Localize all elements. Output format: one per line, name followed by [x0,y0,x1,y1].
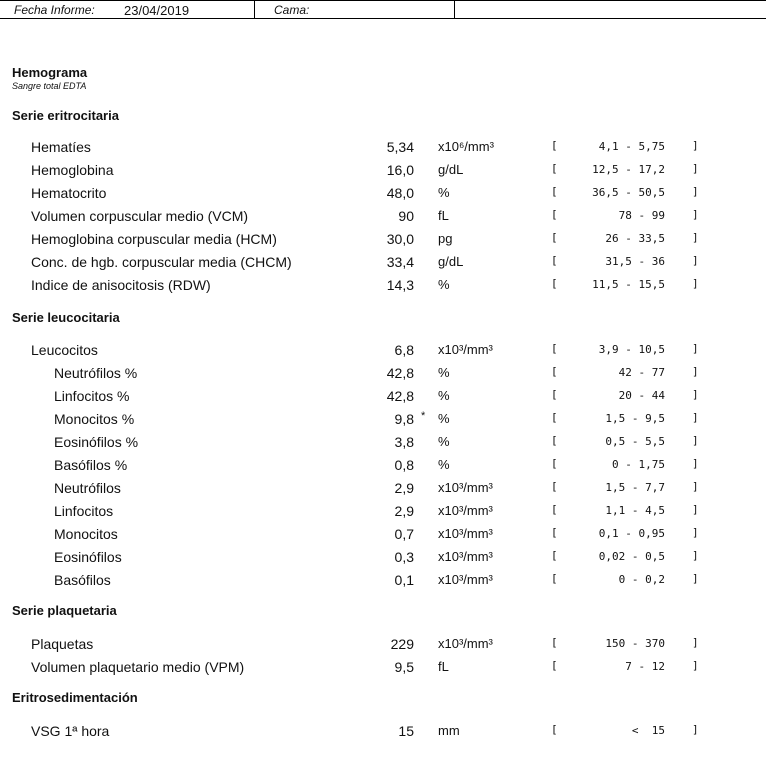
range-close-bracket: ] [692,457,699,470]
range-open-bracket: [ [551,208,558,221]
range-close-bracket: ] [692,208,699,221]
report-header [0,0,766,19]
result-row [0,411,766,431]
range-open-bracket: [ [551,411,558,424]
test-name: Plaquetas [31,636,94,652]
test-name: Basófilos [54,572,111,588]
test-name: Indice de anisocitosis (RDW) [31,277,211,293]
test-name: Basófilos % [54,457,128,473]
test-value: 6,8 [394,342,414,358]
reference-range: 0 - 0,2 [618,573,665,586]
result-row [0,139,766,159]
range-open-bracket: [ [551,388,558,401]
test-unit: % [438,185,450,200]
reference-range: 11,5 - 15,5 [592,278,665,291]
range-close-bracket: ] [692,503,699,516]
reference-range: 36,5 - 50,5 [592,186,665,199]
range-close-bracket: ] [692,342,699,355]
test-unit: x10³/mm³ [438,526,493,541]
result-row [0,162,766,182]
test-unit: x10³/mm³ [438,636,493,651]
range-close-bracket: ] [692,365,699,378]
test-value: 5,34 [386,139,414,155]
test-name: Leucocitos [31,342,98,358]
cama-label: Cama: [274,3,310,17]
section-title-plaquetaria: Serie plaquetaria [12,603,117,618]
result-row [0,636,766,656]
test-name: Conc. de hgb. corpuscular media (CHCM) [31,254,292,270]
result-row [0,659,766,679]
reference-range: 3,9 - 10,5 [598,343,665,356]
result-row [0,365,766,385]
range-open-bracket: [ [551,526,558,539]
test-name: Volumen corpuscular medio (VCM) [31,208,249,224]
test-name: Monocitos % [54,411,135,427]
test-unit: x10⁶/mm³ [438,139,494,154]
reference-range: 26 - 33,5 [605,232,665,245]
range-close-bracket: ] [692,526,699,539]
result-row [0,231,766,251]
result-row [0,388,766,408]
test-value: 9,5 [394,659,414,675]
reference-range: 1,1 - 4,5 [605,504,665,517]
test-value: 42,8 [386,388,414,404]
test-name: Eosinófilos % [54,434,139,450]
fecha-value: 23/04/2019 [124,3,190,18]
range-open-bracket: [ [551,185,558,198]
range-close-bracket: ] [692,139,699,152]
test-value: 90 [398,208,414,224]
range-close-bracket: ] [692,254,699,267]
reference-range: 1,5 - 9,5 [605,412,665,425]
result-row [0,480,766,500]
test-name: Linfocitos [54,503,114,519]
range-close-bracket: ] [692,277,699,290]
reference-range: 20 - 44 [618,389,665,402]
result-row [0,526,766,546]
range-close-bracket: ] [692,572,699,585]
test-name: Linfocitos % [54,388,130,404]
test-value: 2,9 [394,480,414,496]
reference-range: 150 - 370 [605,637,665,650]
result-row [0,254,766,274]
range-open-bracket: [ [551,480,558,493]
range-open-bracket: [ [551,572,558,585]
hemograma-title: Hemograma [12,65,88,80]
result-row [0,434,766,454]
result-row [0,185,766,205]
test-name: Monocitos [54,526,118,542]
test-value: 0,8 [394,457,414,473]
reference-range: < 15 [631,724,665,737]
test-unit: % [438,457,450,472]
section-title-leucocitaria: Serie leucocitaria [12,310,120,325]
test-value: 229 [390,636,414,652]
test-value: 0,1 [394,572,414,588]
test-unit: x10³/mm³ [438,480,493,495]
result-row [0,723,766,743]
reference-range: 0,1 - 0,95 [598,527,665,540]
test-value: 0,3 [394,549,414,565]
section-title-eritrosedimentacion: Eritrosedimentación [12,690,138,705]
test-value: 33,4 [386,254,414,270]
test-name: Neutrófilos % [54,365,138,381]
range-close-bracket: ] [692,723,699,736]
test-name: VSG 1ª hora [31,723,110,739]
test-name: Hemoglobina [31,162,114,178]
range-open-bracket: [ [551,162,558,175]
test-name: Eosinófilos [54,549,122,565]
range-open-bracket: [ [551,254,558,267]
result-row [0,342,766,362]
range-close-bracket: ] [692,162,699,175]
range-open-bracket: [ [551,231,558,244]
test-value: 48,0 [386,185,414,201]
test-unit: % [438,365,450,380]
header-fecha-cell [0,1,255,18]
test-name: Neutrófilos [54,480,121,496]
range-close-bracket: ] [692,549,699,562]
test-unit: % [438,434,450,449]
result-row [0,549,766,569]
range-open-bracket: [ [551,503,558,516]
test-name: Volumen plaquetario medio (VPM) [31,659,245,675]
range-close-bracket: ] [692,388,699,401]
result-row [0,277,766,297]
range-open-bracket: [ [551,549,558,562]
fecha-label: Fecha Informe: [14,3,95,17]
range-open-bracket: [ [551,277,558,290]
result-row [0,572,766,592]
test-value: 3,8 [394,434,414,450]
range-close-bracket: ] [692,636,699,649]
reference-range: 31,5 - 36 [605,255,665,268]
test-name: Hemoglobina corpuscular media (HCM) [31,231,277,247]
test-value: 30,0 [386,231,414,247]
range-close-bracket: ] [692,434,699,447]
test-unit: fL [438,659,449,674]
range-close-bracket: ] [692,480,699,493]
reference-range: 0 - 1,75 [612,458,665,471]
range-open-bracket: [ [551,139,558,152]
reference-range: 0,02 - 0,5 [598,550,665,563]
reference-range: 1,5 - 7,7 [605,481,665,494]
range-close-bracket: ] [692,231,699,244]
test-name: Hematocrito [31,185,107,201]
range-open-bracket: [ [551,342,558,355]
reference-range: 4,1 - 5,75 [598,140,665,153]
result-row [0,208,766,228]
test-unit: mm [438,723,460,738]
test-value: 16,0 [386,162,414,178]
test-unit: fL [438,208,449,223]
reference-range: 78 - 99 [618,209,665,222]
test-unit: pg [438,231,453,246]
result-row [0,503,766,523]
test-value: 42,8 [386,365,414,381]
test-unit: x10³/mm³ [438,549,493,564]
abnormal-flag: * [421,410,426,422]
test-name: Hematíes [31,139,91,155]
test-value: 0,7 [394,526,414,542]
test-unit: g/dL [438,162,464,177]
reference-range: 7 - 12 [625,660,665,673]
header-cama-cell [254,1,455,18]
section-title-eritrocitaria: Serie eritrocitaria [12,108,119,123]
range-open-bracket: [ [551,457,558,470]
test-value: 2,9 [394,503,414,519]
result-row [0,457,766,477]
range-open-bracket: [ [551,636,558,649]
reference-range: 0,5 - 5,5 [605,435,665,448]
range-close-bracket: ] [692,411,699,424]
hemograma-subtitle: Sangre total EDTA [12,81,87,91]
test-unit: x10³/mm³ [438,503,493,518]
range-open-bracket: [ [551,659,558,672]
test-unit: % [438,277,450,292]
range-close-bracket: ] [692,659,699,672]
range-open-bracket: [ [551,434,558,447]
test-unit: x10³/mm³ [438,342,493,357]
test-value: 14,3 [386,277,414,293]
test-unit: % [438,388,450,403]
test-unit: x10³/mm³ [438,572,493,587]
reference-range: 42 - 77 [618,366,665,379]
range-open-bracket: [ [551,723,558,736]
range-open-bracket: [ [551,365,558,378]
test-value: 15 [398,723,414,739]
range-close-bracket: ] [692,185,699,198]
test-value: 9,8 [394,411,414,427]
test-unit: g/dL [438,254,464,269]
test-unit: % [438,411,450,426]
reference-range: 12,5 - 17,2 [592,163,665,176]
